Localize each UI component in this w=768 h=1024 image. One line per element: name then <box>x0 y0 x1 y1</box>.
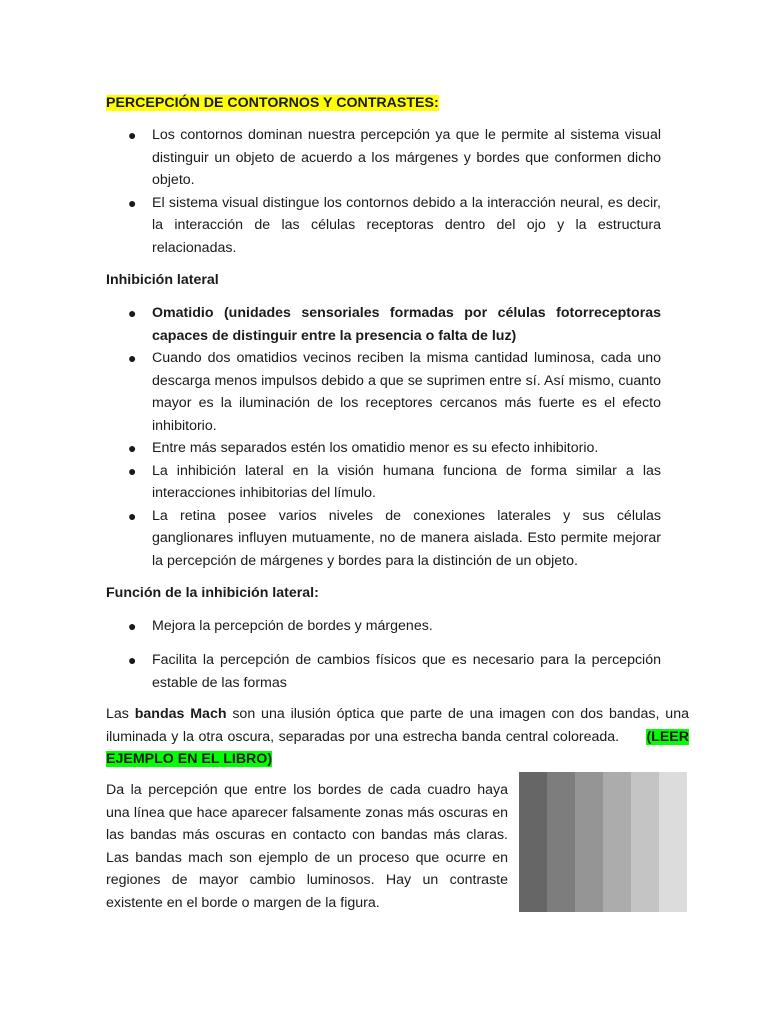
bullet-icon: ● <box>128 507 137 524</box>
list-item: ● La retina posee varios niveles de conexiones laterales y sus células ganglionares influyen mutuamente, no de manera aislada. Esto permite mejorar la percepción de márgenes y bordes para la distinción de un objeto. <box>106 505 661 573</box>
mach-band <box>547 772 575 912</box>
bullet-icon: ● <box>128 618 137 634</box>
list-item: ● Los contornos dominan nuestra percepción ya que le permite al sistema visual distinguir un objeto de acuerdo a los márgenes y bordes que conformen dicho objeto. <box>106 124 661 192</box>
list-item: ● Entre más separados estén los omatidio menor es su efecto inhibitorio. <box>106 437 661 460</box>
title-highlight: PERCEPCIÓN DE CONTORNOS Y CONTRASTES: <box>106 95 439 111</box>
list-item: ● Cuando dos omatidios vecinos reciben la misma cantidad luminosa, cada uno descarga menos impulsos debido a que se suprimen entre sí. Así mismo, cuanto mayor es la iluminación de los receptores cercanos más fuerte es el efecto inhibitorio. <box>106 347 661 437</box>
mach-band <box>659 772 687 912</box>
bullet-icon: ● <box>128 462 137 479</box>
mach-band <box>631 772 659 912</box>
section-heading-funcion: Función de la inhibición lateral: <box>106 585 319 601</box>
list-item: ● Omatidio (unidades sensoriales formadas por células fotorreceptoras capaces de distinguir entre la presencia o falta de luz) <box>106 302 661 347</box>
list-item: ● La inhibición lateral en la visión humana funciona de forma similar a las interacciones inhibitorias del límulo. <box>106 460 661 505</box>
funcion-bullet-list-2 <box>106 649 661 694</box>
funcion-bullet-list-1 <box>106 615 661 638</box>
lateral-bullet-list <box>106 302 661 572</box>
section-heading-lateral: Inhibición lateral <box>106 272 219 288</box>
bullet-icon: ● <box>128 440 137 456</box>
list-item: ● Mejora la percepción de bordes y márgenes. <box>106 615 661 638</box>
mach-bands-figure <box>519 772 687 912</box>
page-title <box>106 93 439 113</box>
mach-bands-paragraph: Las bandas Mach son una ilusión óptica que parte de una imagen con dos bandas, una iluminada y la otra oscura, separadas por una estrecha banda central coloreada. (LEER EJEMPLO EN EL LIBRO) <box>106 706 689 767</box>
mach-explanation-paragraph: Da la percepción que entre los bordes de cada cuadro haya una línea que hace aparecer falsamente zonas más oscuras en las bandas más oscuras en contacto con bandas más claras. Las bandas mach son ejemplo de un proceso que ocurre en regiones de mayor cambio luminosos. Hay un contraste existente en el borde o margen de la figura. <box>106 782 508 911</box>
list-item: ● El sistema visual distingue los contornos debido a la interacción neural, es decir, la interacción de las células receptoras dentro del ojo y la estructura relacionadas. <box>106 192 661 260</box>
bullet-icon: ● <box>128 194 137 211</box>
bullet-icon: ● <box>128 127 137 143</box>
bold-term: bandas Mach <box>134 706 227 722</box>
bullet-icon: ● <box>128 305 137 321</box>
book-note-highlight: (LEER EJEMPLO EN EL LIBRO) <box>106 728 689 767</box>
bullet-icon: ● <box>128 652 137 668</box>
mach-band <box>519 772 547 912</box>
list-item: ● Facilita la percepción de cambios físicos que es necesario para la percepción estable de las formas <box>106 649 661 694</box>
bullet-icon: ● <box>128 350 137 366</box>
mach-band <box>575 772 603 912</box>
mach-band <box>603 772 631 912</box>
intro-bullet-list <box>106 124 661 259</box>
